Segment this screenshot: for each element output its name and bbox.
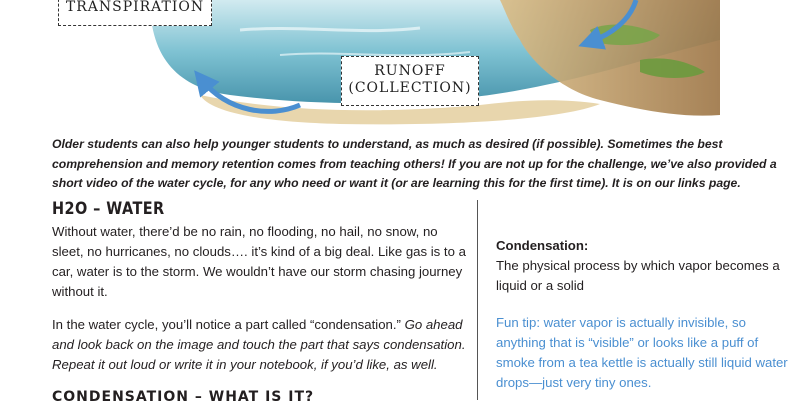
paragraph-condensation-plain: In the water cycle, you’ll notice a part called “condensation.” <box>52 317 405 332</box>
runoff-label-line1: RUNOFF <box>374 63 446 79</box>
transpiration-label-text: TRANSPIRATION <box>65 0 205 15</box>
condensation-subheading: CONDENSATION – WHAT IS IT? <box>52 389 315 405</box>
water-cycle-illustration <box>0 0 800 128</box>
runoff-label-line2: (COLLECTION) <box>348 80 472 96</box>
shore-land <box>500 0 720 116</box>
section-heading: H2O – WATER <box>52 199 165 219</box>
transpiration-label <box>58 0 212 26</box>
intro-paragraph: Older students can also help younger students to understand, as much as desired (if possible). Sometimes the best comprehension and memory retention comes from teaching others! If you are not up for the challenge, we’ve also provided a short video of the water cycle, for any who need or want it (or are learning this for the first time). It is on our links page. <box>52 137 777 190</box>
paragraph-condensation-intro <box>52 315 468 375</box>
runoff-label <box>341 56 479 106</box>
condensation-definition: The physical process by which vapor becomes a liquid or a solid <box>496 258 780 293</box>
paragraph-water-importance: Without water, there’d be no rain, no flooding, no hail, no snow, no sleet, no hurricanes, no clouds…. it’s kind of a big deal. Like gas is to a car, water is to the storm. We wouldn’t have our storm chasing journey without it. <box>52 224 466 299</box>
fun-tip: Fun tip: water vapor is actually invisible, so anything that is “visible” or looks like a puff of smoke from a tea kettle is actually still liquid water drops—just very tiny ones. <box>496 315 788 390</box>
condensation-title: Condensation: <box>496 238 589 253</box>
paragraph-condensation-instruction: Go ahead and look back on the image and touch the part that says condensation. Repeat it out loud or write it in your notebook, if you’d like, as well. <box>52 317 466 372</box>
column-divider <box>477 200 478 400</box>
